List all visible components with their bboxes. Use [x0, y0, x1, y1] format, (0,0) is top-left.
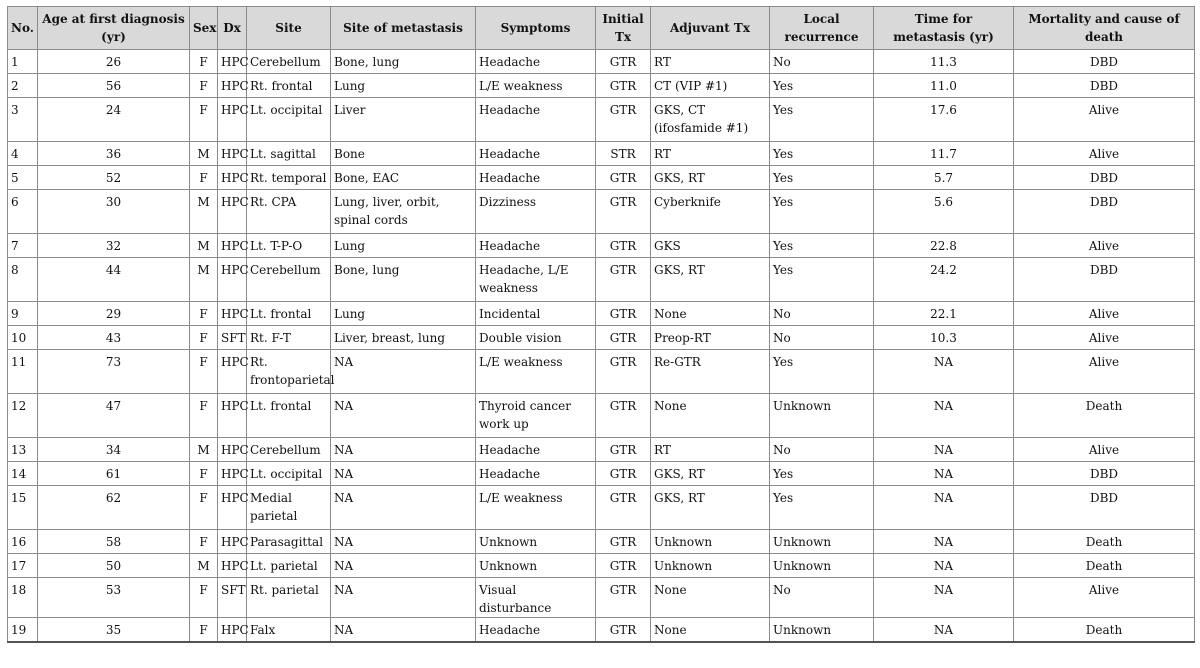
cell-no: 14 — [8, 462, 38, 486]
cell-age: 43 — [38, 326, 190, 350]
cell-site: Rt. F-T — [247, 326, 331, 350]
cell-metastasis-site: Bone, EAC — [331, 166, 476, 190]
cell-no: 9 — [8, 302, 38, 326]
cell-site: Lt. occipital — [247, 98, 331, 142]
cell-dx: HPC — [218, 438, 247, 462]
cell-initial-tx: GTR — [596, 578, 651, 618]
cell-local-recurrence: Unknown — [770, 618, 874, 643]
table-row — [8, 166, 1195, 190]
cell-sex: F — [190, 302, 218, 326]
cell-local-recurrence: No — [770, 578, 874, 618]
cell-sex: F — [190, 326, 218, 350]
cell-initial-tx: GTR — [596, 554, 651, 578]
cell-mortality: Death — [1014, 530, 1195, 554]
cell-sex: F — [190, 486, 218, 530]
cell-initial-tx: GTR — [596, 486, 651, 530]
cell-initial-tx: GTR — [596, 234, 651, 258]
cell-initial-tx: STR — [596, 142, 651, 166]
cell-mortality: DBD — [1014, 166, 1195, 190]
cell-no: 19 — [8, 618, 38, 643]
cell-adjuvant-tx: None — [651, 302, 770, 326]
cell-sex: F — [190, 618, 218, 643]
cell-initial-tx: GTR — [596, 350, 651, 394]
cell-adjuvant-tx: None — [651, 578, 770, 618]
cell-local-recurrence: Yes — [770, 258, 874, 302]
cell-site: Lt. frontal — [247, 302, 331, 326]
cell-dx: HPC — [218, 486, 247, 530]
cell-sex: F — [190, 394, 218, 438]
cell-time-metastasis: 5.6 — [874, 190, 1014, 234]
cell-metastasis-site: NA — [331, 554, 476, 578]
cell-local-recurrence: Yes — [770, 166, 874, 190]
cell-age: 56 — [38, 74, 190, 98]
cell-dx: HPC — [218, 554, 247, 578]
cell-no: 10 — [8, 326, 38, 350]
table-row — [8, 438, 1195, 462]
cell-local-recurrence: No — [770, 326, 874, 350]
cell-site: Medial parietal — [247, 486, 331, 530]
cell-adjuvant-tx: GKS, RT — [651, 462, 770, 486]
cell-dx: HPC — [218, 166, 247, 190]
col-header-local-recurrence: Local recurrence — [770, 7, 874, 50]
cell-adjuvant-tx: Preop-RT — [651, 326, 770, 350]
cell-symptoms: Dizziness — [476, 190, 596, 234]
cell-dx: HPC — [218, 74, 247, 98]
cell-mortality: Alive — [1014, 142, 1195, 166]
cell-adjuvant-tx: RT — [651, 438, 770, 462]
cell-no: 16 — [8, 530, 38, 554]
cell-no: 4 — [8, 142, 38, 166]
cell-metastasis-site: NA — [331, 462, 476, 486]
cell-site: Rt. frontal — [247, 74, 331, 98]
cell-symptoms: Thyroid cancer work up — [476, 394, 596, 438]
cell-no: 2 — [8, 74, 38, 98]
cell-initial-tx: GTR — [596, 50, 651, 74]
cell-sex: F — [190, 74, 218, 98]
cell-adjuvant-tx: Unknown — [651, 554, 770, 578]
cell-initial-tx: GTR — [596, 530, 651, 554]
cell-mortality: DBD — [1014, 462, 1195, 486]
cell-site: Rt. temporal — [247, 166, 331, 190]
cell-site: Lt. T-P-O — [247, 234, 331, 258]
cell-sex: F — [190, 530, 218, 554]
cell-symptoms: Headache — [476, 618, 596, 643]
cell-time-metastasis: NA — [874, 618, 1014, 643]
cell-symptoms: Incidental — [476, 302, 596, 326]
cell-time-metastasis: 5.7 — [874, 166, 1014, 190]
cell-sex: F — [190, 98, 218, 142]
cell-local-recurrence: No — [770, 438, 874, 462]
cell-mortality: Death — [1014, 394, 1195, 438]
table-row — [8, 190, 1195, 234]
table-row — [8, 578, 1195, 618]
col-header-metastasis-site: Site of metastasis — [331, 7, 476, 50]
header-row — [8, 7, 1195, 50]
cell-site: Parasagittal — [247, 530, 331, 554]
cell-symptoms: Headache, L/E weakness — [476, 258, 596, 302]
cell-age: 29 — [38, 302, 190, 326]
cell-adjuvant-tx: GKS — [651, 234, 770, 258]
cell-sex: F — [190, 50, 218, 74]
cell-mortality: DBD — [1014, 486, 1195, 530]
cell-adjuvant-tx: RT — [651, 142, 770, 166]
cell-adjuvant-tx: Cyberknife — [651, 190, 770, 234]
cell-symptoms: L/E weakness — [476, 350, 596, 394]
cell-site: Rt. parietal — [247, 578, 331, 618]
cell-age: 53 — [38, 578, 190, 618]
cell-site: Lt. sagittal — [247, 142, 331, 166]
cell-time-metastasis: NA — [874, 554, 1014, 578]
cell-mortality: DBD — [1014, 190, 1195, 234]
cell-metastasis-site: Bone, lung — [331, 50, 476, 74]
cell-time-metastasis: 11.7 — [874, 142, 1014, 166]
cell-symptoms: Double vision — [476, 326, 596, 350]
cell-age: 34 — [38, 438, 190, 462]
cell-metastasis-site: Lung — [331, 74, 476, 98]
cell-local-recurrence: Yes — [770, 350, 874, 394]
cell-time-metastasis: 10.3 — [874, 326, 1014, 350]
cell-site: Rt. CPA — [247, 190, 331, 234]
cell-dx: HPC — [218, 50, 247, 74]
cell-dx: HPC — [218, 190, 247, 234]
cell-metastasis-site: NA — [331, 618, 476, 643]
cell-local-recurrence: Yes — [770, 462, 874, 486]
cell-sex: F — [190, 462, 218, 486]
cell-sex: F — [190, 350, 218, 394]
cell-metastasis-site: NA — [331, 350, 476, 394]
col-header-adjuvant-tx: Adjuvant Tx — [651, 7, 770, 50]
cell-local-recurrence: Yes — [770, 486, 874, 530]
cell-local-recurrence: Yes — [770, 190, 874, 234]
cell-age: 47 — [38, 394, 190, 438]
cell-adjuvant-tx: GKS, RT — [651, 258, 770, 302]
table-row — [8, 394, 1195, 438]
cell-initial-tx: GTR — [596, 394, 651, 438]
cell-no: 7 — [8, 234, 38, 258]
table-row — [8, 50, 1195, 74]
cell-metastasis-site: Bone — [331, 142, 476, 166]
cell-no: 5 — [8, 166, 38, 190]
cell-initial-tx: GTR — [596, 462, 651, 486]
col-header-age: Age at first diagnosis (yr) — [38, 7, 190, 50]
cell-adjuvant-tx: None — [651, 618, 770, 643]
cell-mortality: Death — [1014, 618, 1195, 643]
cell-initial-tx: GTR — [596, 438, 651, 462]
cell-local-recurrence: No — [770, 302, 874, 326]
cell-metastasis-site: Liver — [331, 98, 476, 142]
cell-local-recurrence: Yes — [770, 74, 874, 98]
cell-time-metastasis: 24.2 — [874, 258, 1014, 302]
table-row — [8, 554, 1195, 578]
cell-adjuvant-tx: None — [651, 394, 770, 438]
cell-sex: F — [190, 578, 218, 618]
cell-age: 52 — [38, 166, 190, 190]
cell-dx: HPC — [218, 234, 247, 258]
cell-adjuvant-tx: GKS, CT (ifosfamide #1) — [651, 98, 770, 142]
cell-no: 1 — [8, 50, 38, 74]
cell-symptoms: L/E weakness — [476, 486, 596, 530]
cell-age: 24 — [38, 98, 190, 142]
cell-adjuvant-tx: GKS, RT — [651, 486, 770, 530]
cell-site: Lt. parietal — [247, 554, 331, 578]
cell-dx: SFT — [218, 326, 247, 350]
col-header-no: No. — [8, 7, 38, 50]
cell-symptoms: Headache — [476, 50, 596, 74]
table-row — [8, 350, 1195, 394]
cell-sex: M — [190, 438, 218, 462]
cell-metastasis-site: Lung — [331, 302, 476, 326]
cell-adjuvant-tx: CT (VIP #1) — [651, 74, 770, 98]
col-header-mortality: Mortality and cause of death — [1014, 7, 1195, 50]
cell-site: Cerebellum — [247, 258, 331, 302]
col-header-site: Site — [247, 7, 331, 50]
cell-local-recurrence: Yes — [770, 98, 874, 142]
cell-time-metastasis: 22.1 — [874, 302, 1014, 326]
cell-age: 36 — [38, 142, 190, 166]
cell-site: Falx — [247, 618, 331, 643]
cell-age: 73 — [38, 350, 190, 394]
cell-time-metastasis: 22.8 — [874, 234, 1014, 258]
cell-age: 30 — [38, 190, 190, 234]
cell-symptoms: Headache — [476, 462, 596, 486]
cell-local-recurrence: Yes — [770, 234, 874, 258]
cell-sex: M — [190, 258, 218, 302]
cell-no: 12 — [8, 394, 38, 438]
cell-time-metastasis: NA — [874, 462, 1014, 486]
cell-local-recurrence: Unknown — [770, 530, 874, 554]
cell-site: Lt. occipital — [247, 462, 331, 486]
cell-local-recurrence: Yes — [770, 142, 874, 166]
table-row — [8, 618, 1195, 643]
cell-local-recurrence: No — [770, 50, 874, 74]
cell-dx: HPC — [218, 618, 247, 643]
col-header-sex: Sex — [190, 7, 218, 50]
cell-mortality: Alive — [1014, 438, 1195, 462]
cell-dx: HPC — [218, 302, 247, 326]
cell-sex: M — [190, 142, 218, 166]
cell-local-recurrence: Unknown — [770, 394, 874, 438]
col-header-dx: Dx — [218, 7, 247, 50]
cell-no: 8 — [8, 258, 38, 302]
cell-initial-tx: GTR — [596, 74, 651, 98]
cell-time-metastasis: NA — [874, 578, 1014, 618]
cell-initial-tx: GTR — [596, 326, 651, 350]
cell-mortality: Alive — [1014, 578, 1195, 618]
cell-time-metastasis: NA — [874, 438, 1014, 462]
cell-initial-tx: GTR — [596, 98, 651, 142]
cell-initial-tx: GTR — [596, 166, 651, 190]
cell-adjuvant-tx: Re-GTR — [651, 350, 770, 394]
table-header — [8, 7, 1195, 50]
cell-site: Cerebellum — [247, 50, 331, 74]
cell-mortality: Alive — [1014, 350, 1195, 394]
table-row — [8, 74, 1195, 98]
table-row — [8, 142, 1195, 166]
cell-age: 32 — [38, 234, 190, 258]
cell-metastasis-site: NA — [331, 438, 476, 462]
cell-metastasis-site: Liver, breast, lung — [331, 326, 476, 350]
cell-symptoms: Unknown — [476, 554, 596, 578]
cell-time-metastasis: 11.3 — [874, 50, 1014, 74]
cell-metastasis-site: NA — [331, 486, 476, 530]
cell-no: 3 — [8, 98, 38, 142]
cell-initial-tx: GTR — [596, 258, 651, 302]
table-row — [8, 98, 1195, 142]
cell-metastasis-site: NA — [331, 530, 476, 554]
cell-symptoms: Visual disturbance — [476, 578, 596, 618]
table-row — [8, 326, 1195, 350]
cell-metastasis-site: NA — [331, 578, 476, 618]
cell-metastasis-site: Lung — [331, 234, 476, 258]
cell-dx: SFT — [218, 578, 247, 618]
cell-symptoms: Headache — [476, 438, 596, 462]
cell-sex: M — [190, 554, 218, 578]
cell-mortality: DBD — [1014, 50, 1195, 74]
cell-metastasis-site: Lung, liver, orbit, spinal cords — [331, 190, 476, 234]
cell-adjuvant-tx: Unknown — [651, 530, 770, 554]
cell-symptoms: Unknown — [476, 530, 596, 554]
cell-adjuvant-tx: RT — [651, 50, 770, 74]
cell-mortality: DBD — [1014, 258, 1195, 302]
cell-site: Lt. frontal — [247, 394, 331, 438]
table-row — [8, 486, 1195, 530]
table-row — [8, 302, 1195, 326]
cell-site: Rt. frontoparietal — [247, 350, 331, 394]
cell-dx: HPC — [218, 462, 247, 486]
col-header-symptoms: Symptoms — [476, 7, 596, 50]
cell-dx: HPC — [218, 98, 247, 142]
table-row — [8, 234, 1195, 258]
cell-time-metastasis: NA — [874, 530, 1014, 554]
cell-age: 50 — [38, 554, 190, 578]
cell-initial-tx: GTR — [596, 190, 651, 234]
cell-initial-tx: GTR — [596, 618, 651, 643]
patient-table — [7, 6, 1195, 643]
cell-time-metastasis: 17.6 — [874, 98, 1014, 142]
cell-age: 26 — [38, 50, 190, 74]
cell-age: 44 — [38, 258, 190, 302]
cell-site: Cerebellum — [247, 438, 331, 462]
cell-adjuvant-tx: GKS, RT — [651, 166, 770, 190]
table-row — [8, 530, 1195, 554]
cell-no: 18 — [8, 578, 38, 618]
table-row — [8, 462, 1195, 486]
cell-age: 62 — [38, 486, 190, 530]
cell-no: 6 — [8, 190, 38, 234]
cell-no: 17 — [8, 554, 38, 578]
cell-dx: HPC — [218, 530, 247, 554]
cell-metastasis-site: NA — [331, 394, 476, 438]
cell-age: 35 — [38, 618, 190, 643]
cell-time-metastasis: NA — [874, 394, 1014, 438]
cell-no: 15 — [8, 486, 38, 530]
cell-sex: M — [190, 190, 218, 234]
cell-time-metastasis: NA — [874, 350, 1014, 394]
cell-no: 11 — [8, 350, 38, 394]
cell-sex: M — [190, 234, 218, 258]
table-body — [8, 50, 1195, 643]
cell-dx: HPC — [218, 258, 247, 302]
cell-time-metastasis: NA — [874, 486, 1014, 530]
cell-no: 13 — [8, 438, 38, 462]
cell-time-metastasis: 11.0 — [874, 74, 1014, 98]
cell-sex: F — [190, 166, 218, 190]
table-row — [8, 258, 1195, 302]
cell-symptoms: Headache — [476, 98, 596, 142]
cell-symptoms: Headache — [476, 166, 596, 190]
cell-mortality: Alive — [1014, 302, 1195, 326]
cell-initial-tx: GTR — [596, 302, 651, 326]
cell-dx: HPC — [218, 350, 247, 394]
cell-mortality: Death — [1014, 554, 1195, 578]
cell-mortality: DBD — [1014, 74, 1195, 98]
col-header-time-metastasis: Time for metastasis (yr) — [874, 7, 1014, 50]
cell-mortality: Alive — [1014, 326, 1195, 350]
cell-symptoms: L/E weakness — [476, 74, 596, 98]
cell-age: 58 — [38, 530, 190, 554]
cell-dx: HPC — [218, 142, 247, 166]
cell-symptoms: Headache — [476, 142, 596, 166]
cell-dx: HPC — [218, 394, 247, 438]
col-header-initial-tx: Initial Tx — [596, 7, 651, 50]
cell-mortality: Alive — [1014, 98, 1195, 142]
cell-age: 61 — [38, 462, 190, 486]
data-table-container — [7, 6, 1194, 643]
cell-metastasis-site: Bone, lung — [331, 258, 476, 302]
cell-local-recurrence: Unknown — [770, 554, 874, 578]
cell-mortality: Alive — [1014, 234, 1195, 258]
cell-symptoms: Headache — [476, 234, 596, 258]
